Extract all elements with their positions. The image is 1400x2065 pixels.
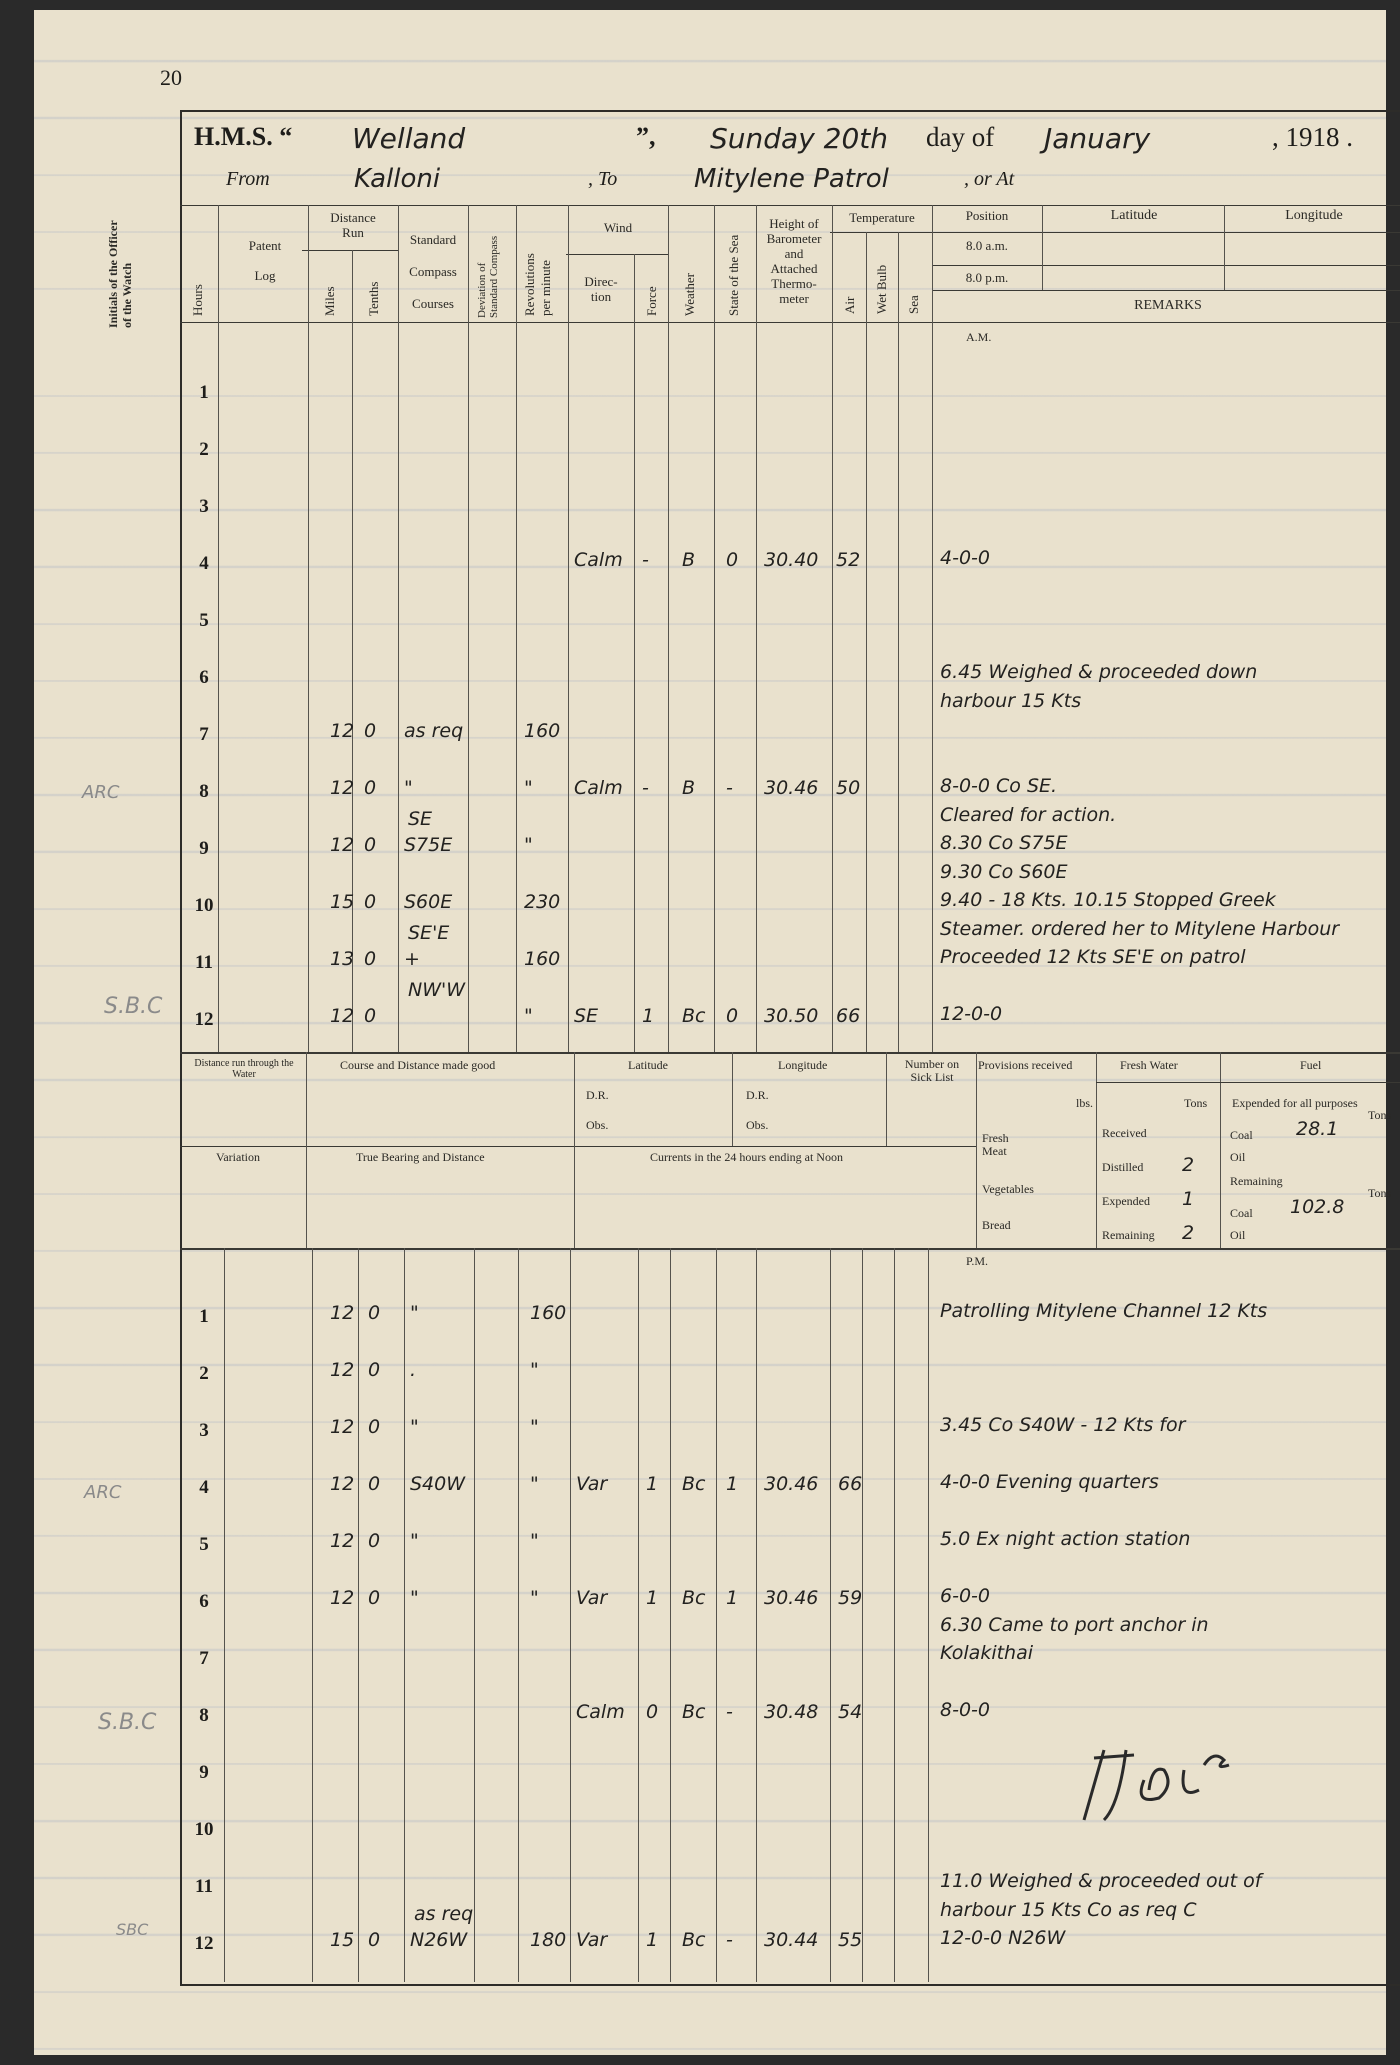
pm-barometer-4: 30.46 xyxy=(764,1473,819,1495)
pm-revs-5: " xyxy=(530,1530,539,1552)
fuel-oil-2-label: Oil xyxy=(1230,1228,1246,1242)
initials-column-label: Initials of the Officer of the Watch xyxy=(106,220,134,328)
from-label: From xyxy=(226,168,270,190)
pm-remark-3: 5.0 Ex night action station xyxy=(940,1528,1191,1550)
pm-remark-7: 8-0-0 xyxy=(940,1699,990,1721)
initials-am-12: S.B.C xyxy=(104,994,163,1019)
page-number: 20 xyxy=(160,65,182,90)
pm-remark-9: harbour 15 Kts Co as req C xyxy=(940,1898,1197,1921)
pm-remark-2: 4-0-0 Evening quarters xyxy=(940,1471,1159,1493)
am-remark-5: 8.30 Co S75E xyxy=(940,832,1068,854)
am-tenths-11: 0 xyxy=(364,948,377,970)
am-course-above-12: NW'W xyxy=(408,979,466,1001)
pm-tenths-12: 0 xyxy=(368,1929,381,1951)
am-revs-7: 160 xyxy=(524,720,561,742)
pm-course-above-12: as req xyxy=(414,1903,474,1925)
pm-tenths-6: 0 xyxy=(368,1587,381,1609)
am-tenths-10: 0 xyxy=(364,891,377,913)
am-tenths-8: 0 xyxy=(364,777,377,799)
pm-hour-8: 8 xyxy=(199,1705,209,1726)
am-direction-12: SE xyxy=(574,1005,599,1027)
am-weather-8: B xyxy=(682,777,696,799)
log-date-day: Sunday 20th xyxy=(710,122,889,155)
pm-hour-2: 2 xyxy=(199,1363,209,1384)
pm-miles-4: 12 xyxy=(330,1473,355,1495)
pm-sea_state-12: - xyxy=(726,1929,733,1951)
col-state-of-sea: State of the Sea xyxy=(726,234,741,316)
col-wind: Wind xyxy=(603,220,633,235)
course-distance-made-good: Course and Distance made good xyxy=(340,1058,496,1072)
pm-revs-2: " xyxy=(530,1359,539,1381)
log-page xyxy=(34,10,1392,2055)
pm-course-3: " xyxy=(410,1416,419,1438)
pm-course-5: " xyxy=(410,1530,419,1552)
to-label: , To xyxy=(588,168,618,190)
day-of-label: day of xyxy=(926,122,995,152)
pm-remark-8: 11.0 Weighed & proceeded out of xyxy=(940,1870,1262,1892)
bread-label: Bread xyxy=(982,1218,1011,1232)
pm-sea_state-8: - xyxy=(726,1701,733,1723)
col-temperature: Temperature xyxy=(849,210,915,225)
pm-hour-1: 1 xyxy=(199,1306,209,1327)
am-miles-11: 13 xyxy=(330,948,355,970)
am-hour-2: 2 xyxy=(199,439,209,460)
water-remaining-value: 2 xyxy=(1182,1222,1195,1244)
pm-miles-3: 12 xyxy=(330,1416,355,1438)
pm-course-1: " xyxy=(410,1302,419,1324)
am-remark-0: 4-0-0 xyxy=(940,547,990,569)
ship-prefix: H.M.S. “ xyxy=(194,122,293,151)
pm-weather-8: Bc xyxy=(682,1701,706,1723)
initials-pm-8: S.B.C xyxy=(98,1710,157,1735)
pm-remark-4: 6-0-0 xyxy=(940,1585,990,1607)
fuel-label: Fuel xyxy=(1300,1058,1322,1072)
pm-hour-10: 10 xyxy=(194,1819,214,1840)
am-sea_state-4: 0 xyxy=(726,549,739,571)
pm-revs-4: " xyxy=(530,1473,539,1495)
col-air: Air xyxy=(842,296,857,314)
am-remark-9: Proceeded 12 Kts SE'E on patrol xyxy=(940,946,1246,968)
water-distilled-value: 2 xyxy=(1182,1154,1195,1176)
am-hour-12: 12 xyxy=(194,1009,214,1030)
pm-remark-5: 6.30 Came to port anchor in xyxy=(940,1613,1209,1636)
am-force-4: - xyxy=(642,549,649,571)
fuel-coal-1-label: Coal xyxy=(1230,1128,1253,1142)
col-sea: Sea xyxy=(906,295,921,314)
water-expended-label: Expended xyxy=(1102,1194,1150,1208)
pm-barometer-6: 30.46 xyxy=(764,1587,819,1609)
mid-obs-1: Obs. xyxy=(586,1118,609,1132)
water-distilled-label: Distilled xyxy=(1102,1160,1144,1174)
am-course-9: S75E xyxy=(404,834,453,856)
pm-course-4: S40W xyxy=(410,1473,466,1495)
am-revs-12: " xyxy=(524,1005,533,1027)
pm-hour-7: 7 xyxy=(199,1648,209,1669)
pm-weather-12: Bc xyxy=(682,1929,706,1951)
true-bearing-label: True Bearing and Distance xyxy=(356,1150,485,1164)
am-tenths-12: 0 xyxy=(364,1005,377,1027)
pm-hour-5: 5 xyxy=(199,1534,209,1555)
pm-hour-9: 9 xyxy=(199,1762,209,1783)
pm-hour-11: 11 xyxy=(195,1876,213,1897)
pm-hour-12: 12 xyxy=(194,1933,214,1954)
fuel-expended-label: Expended for all purposes xyxy=(1232,1096,1358,1110)
am-course-above-9: SE xyxy=(408,808,433,830)
or-at-label: , or At xyxy=(964,168,1015,190)
pm-miles-1: 12 xyxy=(330,1302,355,1324)
pm-tenths-2: 0 xyxy=(368,1359,381,1381)
pm-hour-4: 4 xyxy=(199,1477,209,1498)
distance-run-through-water: Distance run through the Water xyxy=(194,1058,294,1080)
col-deviation: Deviation of Standard Compass xyxy=(476,235,500,318)
am-remark-8: Steamer. ordered her to Mitylene Harbour xyxy=(940,917,1340,940)
am-force-12: 1 xyxy=(642,1005,655,1027)
col-8am: 8.0 a.m. xyxy=(966,238,1008,253)
fuel-tons-1: Tons xyxy=(1368,1108,1392,1122)
pm-remark-6: Kolakithai xyxy=(940,1642,1034,1664)
mid-dr-2: D.R. xyxy=(746,1088,769,1102)
am-course-above-11: SE'E xyxy=(408,922,450,944)
pm-remark-1: 3.45 Co S40W - 12 Kts for xyxy=(940,1414,1186,1436)
col-hours: Hours xyxy=(190,284,205,316)
pm-barometer-12: 30.44 xyxy=(764,1929,819,1951)
am-remark-3: 8-0-0 Co SE. xyxy=(940,775,1058,797)
pm-course-12: N26W xyxy=(410,1929,468,1951)
am-sea_state-12: 0 xyxy=(726,1005,739,1027)
am-air-8: 50 xyxy=(836,777,861,799)
am-remark-6: 9.30 Co S60E xyxy=(940,860,1068,883)
am-label: A.M. xyxy=(966,330,992,344)
pm-course-6: " xyxy=(410,1587,419,1609)
provisions-lbs: lbs. xyxy=(1076,1096,1094,1110)
sick-list-label: Number on Sick List xyxy=(904,1057,960,1084)
pm-air-4: 66 xyxy=(838,1473,863,1495)
initials-pm-4: ARC xyxy=(84,1482,122,1503)
am-air-12: 66 xyxy=(836,1005,861,1027)
pm-miles-2: 12 xyxy=(330,1359,355,1381)
am-course-7: as req xyxy=(404,720,464,742)
fuel-coal-2-label: Coal xyxy=(1230,1206,1253,1220)
pm-direction-8: Calm xyxy=(576,1701,625,1723)
pm-course-2: . xyxy=(410,1359,417,1381)
pm-revs-12: 180 xyxy=(530,1929,567,1951)
variation-label: Variation xyxy=(216,1150,260,1164)
am-miles-9: 12 xyxy=(330,834,355,856)
pm-label: P.M. xyxy=(966,1254,989,1268)
pm-hour-6: 6 xyxy=(199,1591,209,1612)
am-course-8: " xyxy=(404,777,413,799)
water-tons: Tons xyxy=(1184,1096,1208,1110)
col-miles: Miles xyxy=(322,286,337,316)
col-direction: Direc- tion xyxy=(584,274,618,304)
pm-force-6: 1 xyxy=(646,1587,659,1609)
fuel-oil-1-label: Oil xyxy=(1230,1150,1246,1164)
pm-tenths-5: 0 xyxy=(368,1530,381,1552)
pm-miles-6: 12 xyxy=(330,1587,355,1609)
pm-air-12: 55 xyxy=(838,1929,863,1951)
am-hour-10: 10 xyxy=(194,895,214,916)
pm-remark-0: Patrolling Mitylene Channel 12 Kts xyxy=(940,1300,1268,1322)
am-revs-11: 160 xyxy=(524,948,561,970)
col-compass-courses: Standard Compass Courses xyxy=(409,232,457,311)
col-latitude: Latitude xyxy=(1110,208,1158,223)
pm-remark-10: 12-0-0 N26W xyxy=(940,1927,1066,1949)
am-hour-3: 3 xyxy=(199,496,209,517)
pm-air-6: 59 xyxy=(838,1587,863,1609)
water-received-label: Received xyxy=(1102,1126,1147,1140)
pm-weather-6: Bc xyxy=(682,1587,706,1609)
pm-miles-5: 12 xyxy=(330,1530,355,1552)
am-miles-7: 12 xyxy=(330,720,355,742)
pm-tenths-4: 0 xyxy=(368,1473,381,1495)
am-miles-8: 12 xyxy=(330,777,355,799)
pm-direction-4: Var xyxy=(576,1473,608,1495)
vegetables-label: Vegetables xyxy=(982,1182,1034,1196)
am-hour-6: 6 xyxy=(199,667,209,688)
mid-obs-2: Obs. xyxy=(746,1118,769,1132)
pm-revs-1: 160 xyxy=(530,1302,567,1324)
fuel-tons-2: Tons xyxy=(1368,1186,1392,1200)
ship-name: Welland xyxy=(352,122,466,155)
am-remark-10: 12-0-0 xyxy=(940,1003,1003,1025)
am-revs-8: " xyxy=(524,777,533,799)
pm-hour-3: 3 xyxy=(199,1420,209,1441)
pm-tenths-1: 0 xyxy=(368,1302,381,1324)
pm-revs-3: " xyxy=(530,1416,539,1438)
am-miles-10: 15 xyxy=(330,891,355,913)
mid-longitude: Longitude xyxy=(778,1058,828,1072)
am-hour-1: 1 xyxy=(199,382,209,403)
am-remark-2: harbour 15 Kts xyxy=(940,689,1082,712)
am-hour-8: 8 xyxy=(199,781,209,802)
provisions-label: Provisions received xyxy=(978,1058,1073,1072)
am-hour-9: 9 xyxy=(199,838,209,859)
am-tenths-9: 0 xyxy=(364,834,377,856)
col-8pm: 8.0 p.m. xyxy=(965,270,1009,285)
water-expended-value: 1 xyxy=(1182,1188,1195,1210)
fuel-coal-expended: 28.1 xyxy=(1296,1118,1339,1140)
am-course-11: + xyxy=(404,948,420,970)
col-remarks: REMARKS xyxy=(1134,298,1202,313)
col-wet-bulb: Wet Bulb xyxy=(874,264,889,314)
am-tenths-7: 0 xyxy=(364,720,377,742)
pm-tenths-3: 0 xyxy=(368,1416,381,1438)
am-revs-9: " xyxy=(524,834,533,856)
pm-force-12: 1 xyxy=(646,1929,659,1951)
col-distance-run: Distance Run xyxy=(330,210,376,240)
am-weather-12: Bc xyxy=(682,1005,706,1027)
col-patent-log: Patent Log xyxy=(248,238,282,283)
am-revs-10: 230 xyxy=(524,891,561,913)
fresh-water-label: Fresh Water xyxy=(1120,1058,1178,1072)
am-hour-11: 11 xyxy=(195,952,213,973)
quote-close: ”, xyxy=(636,122,656,151)
am-hour-7: 7 xyxy=(199,724,209,745)
pm-direction-12: Var xyxy=(576,1929,608,1951)
pm-revs-6: " xyxy=(530,1587,539,1609)
officer-signature xyxy=(1064,1710,1284,1840)
water-remaining-label: Remaining xyxy=(1102,1228,1155,1242)
am-miles-12: 12 xyxy=(330,1005,355,1027)
col-revolutions: Revolutions per minute xyxy=(522,253,553,316)
am-barometer-4: 30.40 xyxy=(764,549,819,571)
col-position: Position xyxy=(965,208,1009,223)
mid-dr-1: D.R. xyxy=(586,1088,609,1102)
fuel-coal-remaining: 102.8 xyxy=(1290,1196,1345,1218)
am-remark-7: 9.40 - 18 Kts. 10.15 Stopped Greek xyxy=(940,889,1276,911)
am-barometer-8: 30.46 xyxy=(764,777,819,799)
fresh-meat-label: Fresh Meat xyxy=(982,1131,1009,1158)
log-year: , 1918 . xyxy=(1272,122,1353,152)
am-remark-4: Cleared for action. xyxy=(940,803,1117,826)
currents-label: Currents in the 24 hours ending at Noon xyxy=(650,1150,843,1164)
pm-sea_state-6: 1 xyxy=(726,1587,739,1609)
col-tenths: Tenths xyxy=(366,281,381,316)
am-course-10: S60E xyxy=(404,891,453,913)
am-direction-4: Calm xyxy=(574,549,623,571)
pm-barometer-8: 30.48 xyxy=(764,1701,819,1723)
am-hour-4: 4 xyxy=(199,553,209,574)
initials-pm-12: SBC xyxy=(116,1920,149,1939)
pm-force-4: 1 xyxy=(646,1473,659,1495)
am-sea_state-8: - xyxy=(726,777,733,799)
pm-miles-12: 15 xyxy=(330,1929,355,1951)
am-remark-1: 6.45 Weighed & proceeded down xyxy=(940,661,1258,683)
log-month: January xyxy=(1044,122,1151,155)
pm-sea_state-4: 1 xyxy=(726,1473,739,1495)
initials-am-8: ARC xyxy=(82,782,120,803)
col-weather: Weather xyxy=(682,273,697,316)
pm-air-8: 54 xyxy=(838,1701,863,1723)
mid-latitude: Latitude xyxy=(628,1058,668,1072)
pm-direction-6: Var xyxy=(576,1587,608,1609)
to-value: Mitylene Patrol xyxy=(694,164,889,194)
pm-weather-4: Bc xyxy=(682,1473,706,1495)
am-hour-5: 5 xyxy=(199,610,209,631)
col-force: Force xyxy=(644,286,659,316)
from-value: Kalloni xyxy=(354,164,441,194)
am-air-4: 52 xyxy=(836,549,861,571)
col-longitude: Longitude xyxy=(1285,208,1343,223)
fuel-remaining-label: Remaining xyxy=(1230,1174,1283,1188)
am-barometer-12: 30.50 xyxy=(764,1005,819,1027)
pm-force-8: 0 xyxy=(646,1701,659,1723)
col-barometer: Height of Barometer and Attached Thermo- meter xyxy=(766,216,822,306)
am-force-8: - xyxy=(642,777,649,799)
am-weather-4: B xyxy=(682,549,696,571)
am-direction-8: Calm xyxy=(574,777,623,799)
